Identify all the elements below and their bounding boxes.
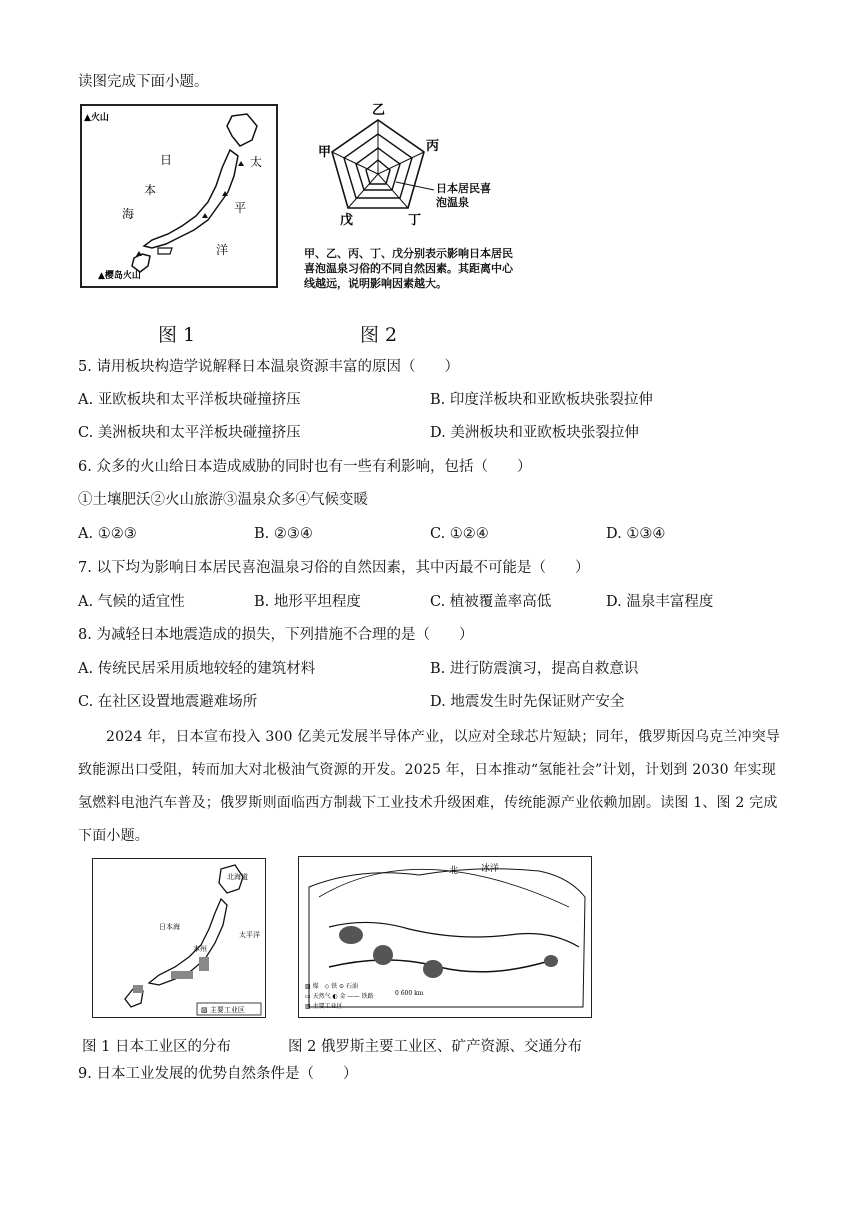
q6-items: ①土壤肥沃②火山旅游③温泉众多④气候变暖 [78,492,368,508]
figure2-caption: 图 2 [360,324,398,346]
q5-stem: 5. 请用板块构造学说解释日本温泉资源丰富的原因（ ） [78,359,459,375]
industry-area-hanshin [171,971,193,979]
figure4-caption: 图 2 俄罗斯主要工业区、矿产资源、交通分布 [288,1039,582,1055]
industry-area-keihin [199,957,209,971]
figure1-caption: 图 1 [158,324,196,346]
q5-option-c[interactable]: C. 美洲板块和太平洋板块碰撞挤压 [78,425,301,441]
industry-area-far-east [544,955,558,967]
intro-text: 读图完成下面小题。 [78,74,209,90]
map-label-yang: 洋 [216,243,229,257]
industry-area-urals [373,945,393,965]
radar-label-wu: 戊 [340,213,354,228]
russia-industry-map [298,856,592,1018]
hot-spring-radar-diagram [296,98,516,298]
figure3-caption: 图 1 日本工业区的分布 [82,1039,231,1055]
resource-legend-1: ▨ 煤 ◇ 铁 ⊙ 石油 [305,983,358,990]
q6-option-a[interactable]: A. ①②③ [78,526,137,542]
label-ocean: 冰洋 [481,864,500,874]
scale-bar: 0 600 km [395,990,424,997]
label-north: 北 [449,866,459,876]
radar-label-ding: 丁 [408,213,422,228]
q8-option-d[interactable]: D. 地震发生时先保证财产安全 [430,694,625,710]
label-hokkaido: 北海道 [227,873,248,881]
resource-legend-2: ▭ 天然气 ◐ 金 —— 铁路 [305,993,374,1000]
radar-center-label: 日本居民喜泡温泉 [436,182,491,209]
map-label-tai: 太 [250,155,263,169]
volcano-icons [136,161,247,256]
q6-stem: 6. 众多的火山给日本造成威胁的同时也有一些有利影响，包括（ ） [78,459,532,475]
q6-option-d[interactable]: D. ①③④ [606,526,666,542]
resource-legend-3: ▧ 主要工业区 [305,1003,343,1010]
sakurajima-label: ▲樱岛火山 [98,271,141,281]
label-pacific: 太平洋 [239,931,260,939]
q7-option-a[interactable]: A. 气候的适宜性 [78,594,185,610]
q8-option-c[interactable]: C. 在社区设置地震避难场所 [78,694,258,710]
industry-legend: ▨ 主要工业区 [201,1006,245,1014]
russia-industry-drawing [299,857,591,1017]
industry-area-moscow [339,926,363,944]
industry-area-kitakyushu [133,985,143,993]
radar-note: 甲、乙、丙、丁、戊分别表示影响日本居民喜泡温泉习俗的不同自然因素。其距离中心线越远，说明影响因素越大。 [304,247,513,290]
q8-option-b[interactable]: B. 进行防震演习，提高自救意识 [430,661,639,677]
radar-label-bing: 丙 [426,139,440,154]
japan-volcano-map [80,104,278,288]
q6-option-c[interactable]: C. ①②④ [430,526,489,542]
q8-option-a[interactable]: A. 传统民居采用质地较轻的建筑材料 [78,661,316,677]
label-sea-of-japan: 日本海 [159,923,180,931]
q6-option-b[interactable]: B. ②③④ [254,526,313,542]
map-label-ben: 本 [144,183,157,197]
q5-option-b[interactable]: B. 印度洋板块和亚欧板块张裂拉伸 [430,392,653,408]
q7-option-c[interactable]: C. 植被覆盖率高低 [430,594,552,610]
map-label-hai: 海 [122,207,135,221]
q7-option-b[interactable]: B. 地形平坦程度 [254,594,361,610]
map-label-ri: 日 [160,153,173,167]
japan-volcano-map-drawing [82,106,276,286]
radar-label-yi: 乙 [372,103,386,118]
map-legend-text: ▲火山 [84,113,109,123]
label-honshu: 本州 [193,945,207,953]
radar-label-jia: 甲 [318,145,332,160]
q7-stem: 7. 以下均为影响日本居民喜泡温泉习俗的自然因素，其中丙最不可能是（ ） [78,560,590,576]
japan-industry-map [92,858,266,1018]
q7-option-d[interactable]: D. 温泉丰富程度 [606,594,714,610]
q9-stem: 9. 日本工业发展的优势自然条件是（ ） [78,1066,358,1082]
q5-option-d[interactable]: D. 美洲板块和亚欧板块张裂拉伸 [430,425,639,441]
japan-industry-drawing [93,859,265,1017]
q8-stem: 8. 为减轻日本地震造成的损失，下列措施不合理的是（ ） [78,627,474,643]
q5-option-a[interactable]: A. 亚欧板块和太平洋板块碰撞挤压 [78,392,301,408]
industry-area-kuzbass [423,960,443,978]
reading-passage: 2024 年，日本宣布投入 300 亿美元发展半导体产业，以应对全球芯片短缺；同年，俄罗斯因乌克兰冲突导致能源出口受阻，转而加大对北极油气资源的开发。2025 年，日本推动“氢能社会”计划，计划到 2030 年实现氢燃料电池汽车普及；俄罗斯则面临西方制裁下工业技术升级困难，传统能源产业依赖加剧。读图 1、图 2 完成下面小题。 [78,729,781,844]
map-label-ping: 平 [234,201,247,215]
